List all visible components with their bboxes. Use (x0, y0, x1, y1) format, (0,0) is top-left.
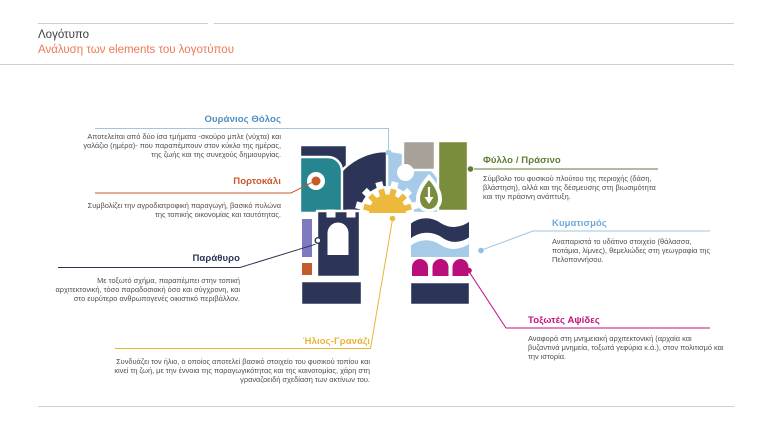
logo-gear-hole (397, 164, 414, 181)
annotation-leaf-label: Φύλλο / Πράσινο (483, 155, 561, 166)
page-title: Λογότυπο (38, 29, 90, 41)
logo-orange-dot (312, 177, 321, 186)
logo-wave-navy (410, 217, 470, 243)
logo-base-left (301, 281, 362, 305)
logo-orange-block (301, 262, 313, 276)
logo-battlement-notch (347, 210, 356, 218)
annotation-sun-gear-text: Συνδυάζει τον ήλιο, ο οποίος αποτελεί βασικό στοιχείο του φυσικού τοπίου και κινεί τη ζωή, με την έννοια της παραγωγικότητας και της καινοτομίας, χάρη στη γραναζοειδή σχεδίαση των ακτίνων του. (114, 357, 370, 385)
annotation-wave-label: Κυματισμός (552, 218, 607, 229)
annotation-sun-gear-label: Ήλιος-Γρανάζι (302, 336, 370, 347)
annotation-orange-text: Συμβολίζει την αγροδιατροφική παραγωγή, βασικό πυλώνα της τοπικής οικονομίας και ταυτότητας. (87, 201, 281, 220)
annotation-wave-text: Αναπαριστά το υδάτινο στοιχείο (θάλασσα, ποτάμια, λίμνες), θεμελιώδες στη γεωγραφία της Πελοποννήσου. (552, 237, 711, 265)
callout-dot-arches (466, 268, 472, 274)
annotation-window-label: Παράθυρο (192, 253, 240, 264)
annotation-dome-label: Ουράνιος Θόλος (204, 114, 281, 125)
logo-battlement-notch (327, 210, 336, 218)
annotation-arches-label: Τοξωτές Αψίδες (528, 315, 600, 326)
logo-window (328, 223, 349, 255)
annotation-orange-label: Πορτοκάλι (233, 176, 281, 187)
callout-dot-wave (478, 248, 484, 254)
callout-dot-dome (386, 150, 392, 156)
annotation-leaf (483, 154, 659, 201)
annotation-window-text: Με τοξωτό σχήμα, παραπέμπει στην τοπική αρχιτεκτονική, τόσο παραδοσιακή όσο και σύγχρονη, και στο ευρύτερο ανθρωπογενές οικιστικό περιβάλλον. (55, 276, 240, 304)
annotation-arches-text: Αναφορά στη μνημειακή αρχιτεκτονική (αρχαία και βυζαντινά μνημεία, τοξωτά γεφύρια κ.ά.), στον πολιτισμό και την ιστορία. (528, 334, 724, 362)
logo-arches (412, 259, 469, 276)
callout-dot-window (315, 238, 321, 244)
annotation-arches (528, 314, 724, 361)
callout-dot-leaf (468, 166, 474, 172)
callout-dot-sun (390, 216, 396, 222)
annotation-wave (552, 217, 712, 264)
annotation-dome-text: Αποτελείται από δύο ίσα τμήματα -σκούρο μπλε (νύχτα) και γαλάζιο (ημέρα)- που παραπέμπουν στον κύκλο της ημέρας, της ζωής και της συνεχούς δημιουργίας. (83, 132, 281, 160)
annotation-window (50, 252, 240, 303)
logo-base-right (410, 282, 470, 305)
logo-olive-block (438, 141, 468, 211)
annotation-sun-gear (108, 335, 370, 384)
logo (300, 141, 470, 305)
annotation-leaf-text: Σύμβολο του φυσικού πλούτου της περιοχής (δάση, βλάστηση), αλλά και της δέσμευσης στη βιωσιμότητα και την πράσινη ανάπτυξη. (483, 174, 656, 202)
logo-purple-block (301, 218, 313, 258)
page-subtitle: Ανάλυση των elements του λογοτύπου (38, 44, 234, 56)
annotation-dome (71, 113, 281, 159)
annotation-orange (81, 175, 281, 219)
